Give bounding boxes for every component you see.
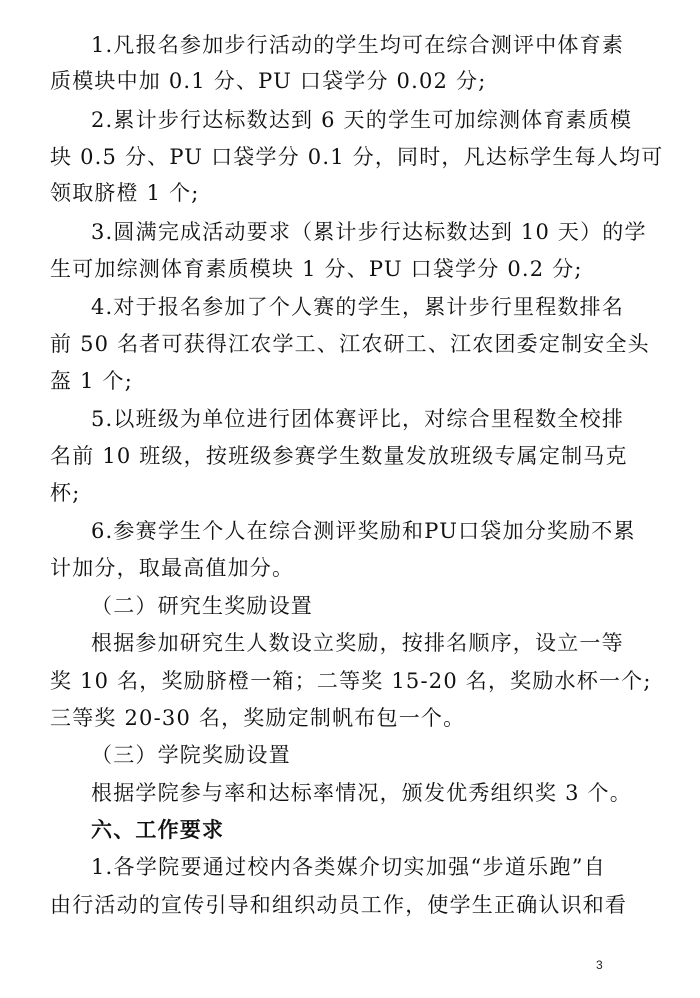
text-line: 杯;	[50, 481, 81, 505]
text-line: 块 0.5 分、PU 口袋学分 0.1 分，同时，凡达标学生每人均可	[50, 145, 664, 169]
section-heading-college-awards: （三）学院奖励设置	[91, 743, 291, 767]
text-line: 由行活动的宣传引导和组织动员工作，使学生正确认识和看	[50, 893, 628, 917]
text-line: 根据参加研究生人数设立奖励，按排名顺序，设立一等	[91, 631, 624, 655]
text-line: 计加分，取最高值加分。	[50, 556, 295, 580]
text-line: 名前 10 班级，按班级参赛学生数量发放班级专属定制马克	[50, 444, 628, 468]
text-line: 5.以班级为单位进行团体赛评比，对综合里程数全校排	[91, 407, 625, 431]
text-line: 生可加综测体育素质模块 1 分、PU 口袋学分 0.2 分;	[50, 257, 583, 281]
text-line: 前 50 名者可获得江农学工、江农研工、江农团委定制安全头	[50, 332, 650, 356]
text-line: 三等奖 20-30 名，奖励定制帆布包一个。	[50, 706, 466, 730]
page-number: 3	[596, 958, 603, 972]
text-line: 领取脐橙 1 个;	[50, 181, 200, 205]
text-line: 2.累计步行达标数达到 6 天的学生可加综测体育素质模	[91, 108, 633, 132]
text-line: 6.参赛学生个人在综合测评奖励和PU口袋加分奖励不累	[91, 519, 636, 543]
text-line: 奖 10 名，奖励脐橙一箱；二等奖 15-20 名，奖励水杯一个;	[50, 669, 652, 693]
section-heading-work-requirements: 六、工作要求	[91, 818, 225, 842]
text-line: 1.凡报名参加步行活动的学生均可在综合测评中体育素	[91, 33, 625, 57]
text-line: 盔 1 个;	[50, 369, 133, 393]
text-line: 3.圆满完成活动要求（累计步行达标数达到 10 天）的学	[91, 220, 647, 244]
text-line: 质模块中加 0.1 分、PU 口袋学分 0.02 分;	[50, 69, 487, 93]
text-line: 1.各学院要通过校内各类媒介切实加强“步道乐跑”自	[91, 855, 606, 879]
text-line: 4.对于报名参加了个人赛的学生，累计步行里程数排名	[91, 295, 625, 319]
section-heading-graduate-awards: （二）研究生奖励设置	[91, 594, 313, 618]
paragraph-college-awards: 根据学院参与率和达标率情况，颁发优秀组织奖 3 个。	[91, 781, 632, 805]
